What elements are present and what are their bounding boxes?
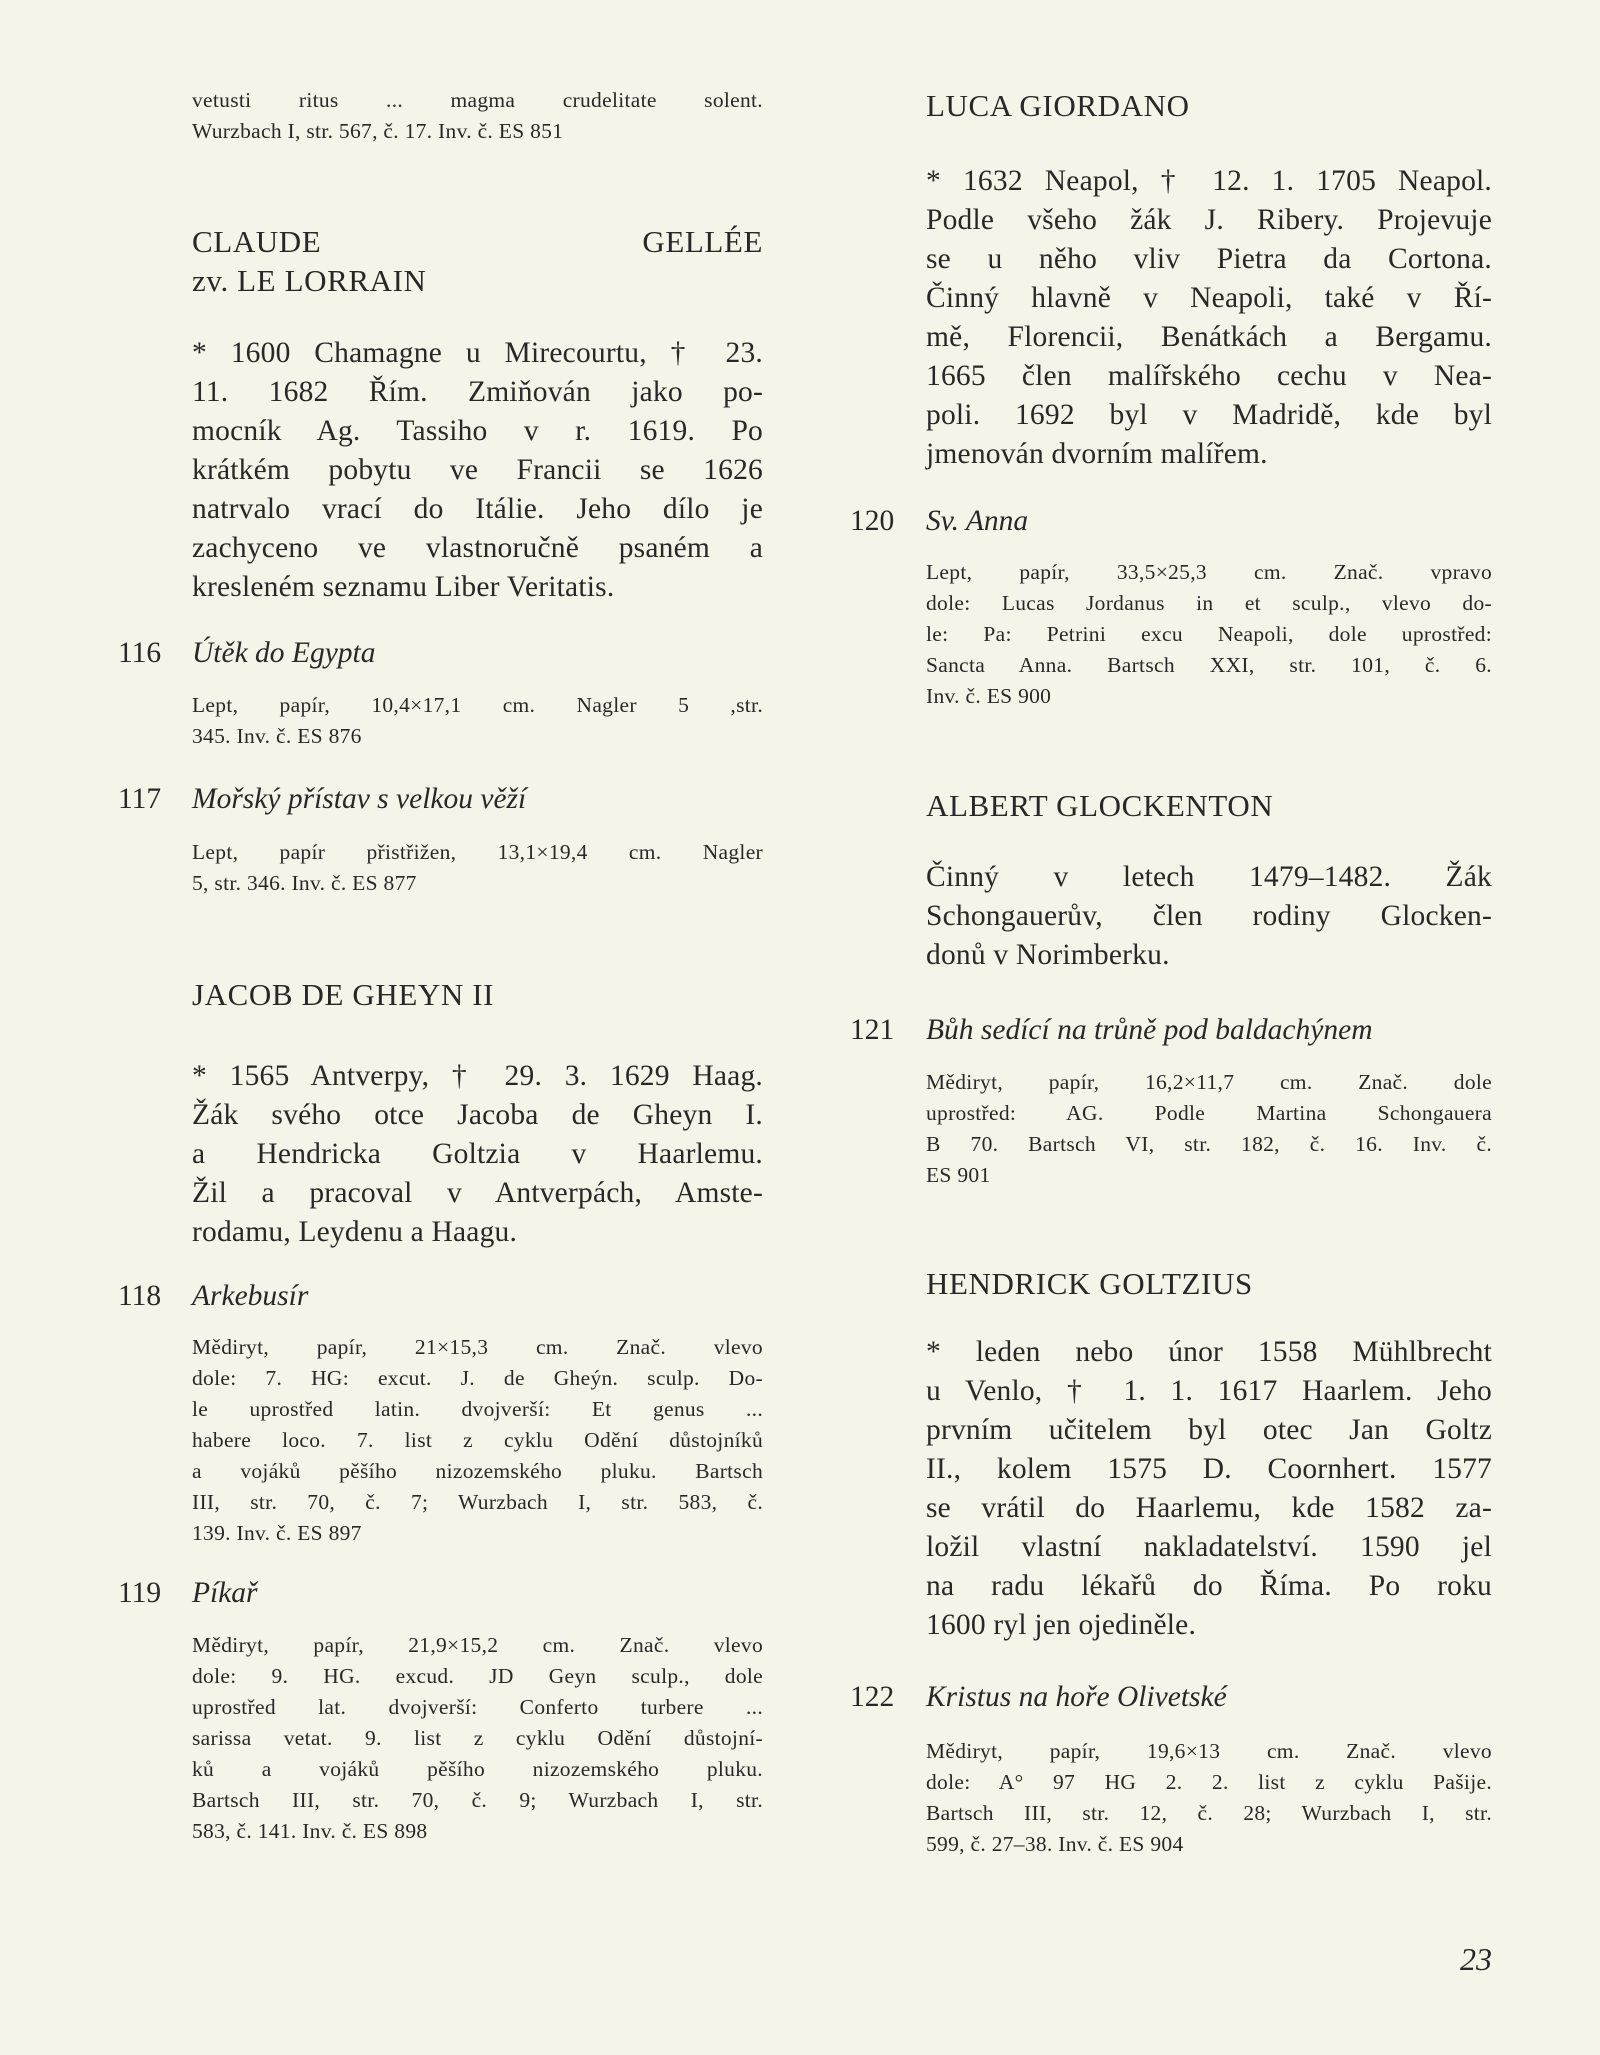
text-line: mocník Ag. Tassiho v r. 1619. Po <box>192 415 763 447</box>
text-line: kresleném seznamu Liber Veritatis. <box>192 571 615 603</box>
catalog-entry-description <box>926 1067 1492 1191</box>
artist-biography <box>926 162 1492 474</box>
text-line: a Hendricka Goltzia v Haarlemu. <box>192 1138 763 1170</box>
catalog-entry-description <box>192 1332 763 1549</box>
text-line: B 70. Bartsch VI, str. 182, č. 16. Inv. č. <box>926 1132 1492 1156</box>
text-line: Mořský přístav s velkou věží <box>192 783 527 815</box>
catalog-number: 118 <box>118 1280 162 1312</box>
artist-biography <box>192 1057 763 1252</box>
text-line: * leden nebo únor 1558 Mühlbrecht <box>926 1336 1492 1368</box>
text-line: Lept, papír, 10,4×17,1 cm. Nagler 5 ,str. <box>192 693 763 717</box>
text-line: 11. 1682 Řím. Zmiňován jako po- <box>192 376 763 408</box>
text-line: Útěk do Egypta <box>192 637 376 669</box>
text-line: Mědiryt, papír, 21,9×15,2 cm. Znač. vlevo <box>192 1633 763 1657</box>
text-line: Bartsch III, str. 12, č. 28; Wurzbach I, str. <box>926 1801 1492 1825</box>
artist-biography <box>926 858 1492 975</box>
text-line: se vrátil do Haarlemu, kde 1582 za- <box>926 1492 1492 1524</box>
text-line: u Venlo, † 1. 1. 1617 Haarlem. Jeho <box>926 1375 1492 1407</box>
text-line: 5, str. 346. Inv. č. ES 877 <box>192 871 417 895</box>
text-line: Píkař <box>192 1577 258 1609</box>
text-line: 583, č. 141. Inv. č. ES 898 <box>192 1819 428 1843</box>
text-line: le uprostřed latin. dvojverší: Et genus ... <box>192 1397 763 1421</box>
text-line: HENDRICK GOLTZIUS <box>926 1266 1253 1301</box>
text-line: zv. LE LORRAIN <box>192 263 427 298</box>
text-line: poli. 1692 byl v Madridě, kde byl <box>926 399 1492 431</box>
text-line: II., kolem 1575 D. Coornhert. 1577 <box>926 1453 1492 1485</box>
text-line: jmenován dvorním malířem. <box>926 438 1268 470</box>
text-line: Činný hlavně v Neapoli, také v Ří- <box>926 282 1492 314</box>
text-line: * 1565 Antverpy, † 29. 3. 1629 Haag. <box>192 1060 763 1092</box>
catalog-number: 122 <box>850 1681 895 1713</box>
text-line: 1600 ryl jen ojediněle. <box>926 1609 1197 1641</box>
text-line: * 1632 Neapol, † 12. 1. 1705 Neapol. <box>926 165 1492 197</box>
artist-heading <box>192 975 763 1014</box>
text-line: Arkebusír <box>192 1280 309 1312</box>
text-line: dole: 9. HG. excud. JD Geyn sculp., dole <box>192 1664 763 1688</box>
text-line: 345. Inv. č. ES 876 <box>192 724 362 748</box>
text-line: 1665 člen malířského cechu v Nea- <box>926 360 1492 392</box>
text-line: Schongauerův, člen rodiny Glocken- <box>926 900 1492 932</box>
text-line: krátkém pobytu ve Francii se 1626 <box>192 454 763 486</box>
text-line: 599, č. 27–38. Inv. č. ES 904 <box>926 1832 1184 1856</box>
artwork-title <box>192 780 763 819</box>
text-line: Činný v letech 1479–1482. Žák <box>926 861 1492 893</box>
artist-heading <box>926 1264 1492 1303</box>
text-line: ků a vojáků pěšího nizozemského pluku. <box>192 1757 763 1781</box>
text-line: JACOB DE GHEYN II <box>192 977 495 1012</box>
catalog-entry-description <box>192 1630 763 1847</box>
artwork-title <box>926 502 1492 541</box>
text-line: habere loco. 7. list z cyklu Odění důstojníků <box>192 1428 763 1452</box>
text-line: Wurzbach I, str. 567, č. 17. Inv. č. ES 851 <box>192 119 564 143</box>
text-line: mě, Florencii, Benátkách a Bergamu. <box>926 321 1492 353</box>
artist-biography <box>192 334 763 607</box>
artist-heading <box>926 86 1492 125</box>
text-line: dole: Lucas Jordanus in et sculp., vlevo do- <box>926 591 1492 615</box>
text-line: Kristus na hoře Olivetské <box>926 1681 1227 1713</box>
artwork-title <box>192 1277 763 1316</box>
text-line: uprostřed lat. dvojverší: Conferto turbere ... <box>192 1695 763 1719</box>
catalog-number: 120 <box>850 505 895 537</box>
artist-biography <box>926 1333 1492 1645</box>
catalog-entry-description <box>926 557 1492 712</box>
text-line: Bůh sedící na trůně pod baldachýnem <box>926 1014 1373 1046</box>
catalog-entry-description <box>926 1736 1492 1860</box>
text-line: na radu lékařů do Říma. Po roku <box>926 1570 1492 1602</box>
text-line: Žil a pracoval v Antverpách, Amste- <box>192 1177 763 1209</box>
text-line: donů v Norimberku. <box>926 939 1170 971</box>
text-line: * 1600 Chamagne u Mirecourtu, † 23. <box>192 337 763 369</box>
text-line: ALBERT GLOCKENTON <box>926 788 1274 823</box>
artwork-title <box>926 1011 1492 1050</box>
text-line: se u něho vliv Pietra da Cortona. <box>926 243 1492 275</box>
text-line: sarissa vetat. 9. list z cyklu Odění důstojní- <box>192 1726 763 1750</box>
artwork-title <box>192 634 763 673</box>
catalog-entry-description <box>192 690 763 752</box>
text-line: zachyceno ve vlastnoručně psaném a <box>192 532 763 564</box>
text-line: Lept, papír, 33,5×25,3 cm. Znač. vpravo <box>926 560 1492 584</box>
text-line: vetusti ritus ... magma crudelitate solent. <box>192 88 763 112</box>
text-line: ložil vlastní nakladatelství. 1590 jel <box>926 1531 1492 1563</box>
catalog-entry-description <box>192 837 763 899</box>
catalog-number: 119 <box>118 1577 162 1609</box>
text-line: uprostřed: AG. Podle Martina Schongauera <box>926 1101 1492 1125</box>
artist-heading <box>192 222 763 300</box>
text-line: Podle všeho žák J. Ribery. Projevuje <box>926 204 1492 236</box>
text-line: 139. Inv. č. ES 897 <box>192 1521 362 1545</box>
catalog-number: 116 <box>118 637 162 669</box>
text-line: Inv. č. ES 900 <box>926 684 1052 708</box>
artist-heading <box>926 786 1492 825</box>
text-line: Mědiryt, papír, 21×15,3 cm. Znač. vlevo <box>192 1335 763 1359</box>
text-line: CLAUDE GELLÉE <box>192 224 763 259</box>
text-line: prvním učitelem byl otec Jan Goltz <box>926 1414 1492 1446</box>
text-line: III, str. 70, č. 7; Wurzbach I, str. 583, č. <box>192 1490 763 1514</box>
text-line: Lept, papír přistřižen, 13,1×19,4 cm. Nagler <box>192 840 763 864</box>
catalog-number: 117 <box>118 783 162 815</box>
artwork-title <box>192 1574 763 1613</box>
text-line: Sv. Anna <box>926 505 1029 537</box>
artwork-title <box>926 1678 1492 1717</box>
text-line: dole: 7. HG: excut. J. de Gheýn. sculp. Do- <box>192 1366 763 1390</box>
catalog-entry-description <box>192 85 763 147</box>
text-line: dole: A° 97 HG 2. 2. list z cyklu Pašije. <box>926 1770 1492 1794</box>
text-line: a vojáků pěšího nizozemského pluku. Bartsch <box>192 1459 763 1483</box>
text-line: Sancta Anna. Bartsch XXI, str. 101, č. 6. <box>926 653 1492 677</box>
text-line: rodamu, Leydenu a Haagu. <box>192 1216 518 1248</box>
catalog-number: 121 <box>850 1014 895 1046</box>
text-line: Žák svého otce Jacoba de Gheyn I. <box>192 1099 763 1131</box>
text-line: Bartsch III, str. 70, č. 9; Wurzbach I, str. <box>192 1788 763 1812</box>
text-line: LUCA GIORDANO <box>926 88 1190 123</box>
page-number: 23 <box>1460 1941 1492 1977</box>
text-line: Mědiryt, papír, 16,2×11,7 cm. Znač. dole <box>926 1070 1492 1094</box>
text-line: ES 901 <box>926 1163 991 1187</box>
text-line: le: Pa: Petrini excu Neapoli, dole uprostřed: <box>926 622 1492 646</box>
text-line: natrvalo vrací do Itálie. Jeho dílo je <box>192 493 763 525</box>
text-line: Mědiryt, papír, 19,6×13 cm. Znač. vlevo <box>926 1739 1492 1763</box>
